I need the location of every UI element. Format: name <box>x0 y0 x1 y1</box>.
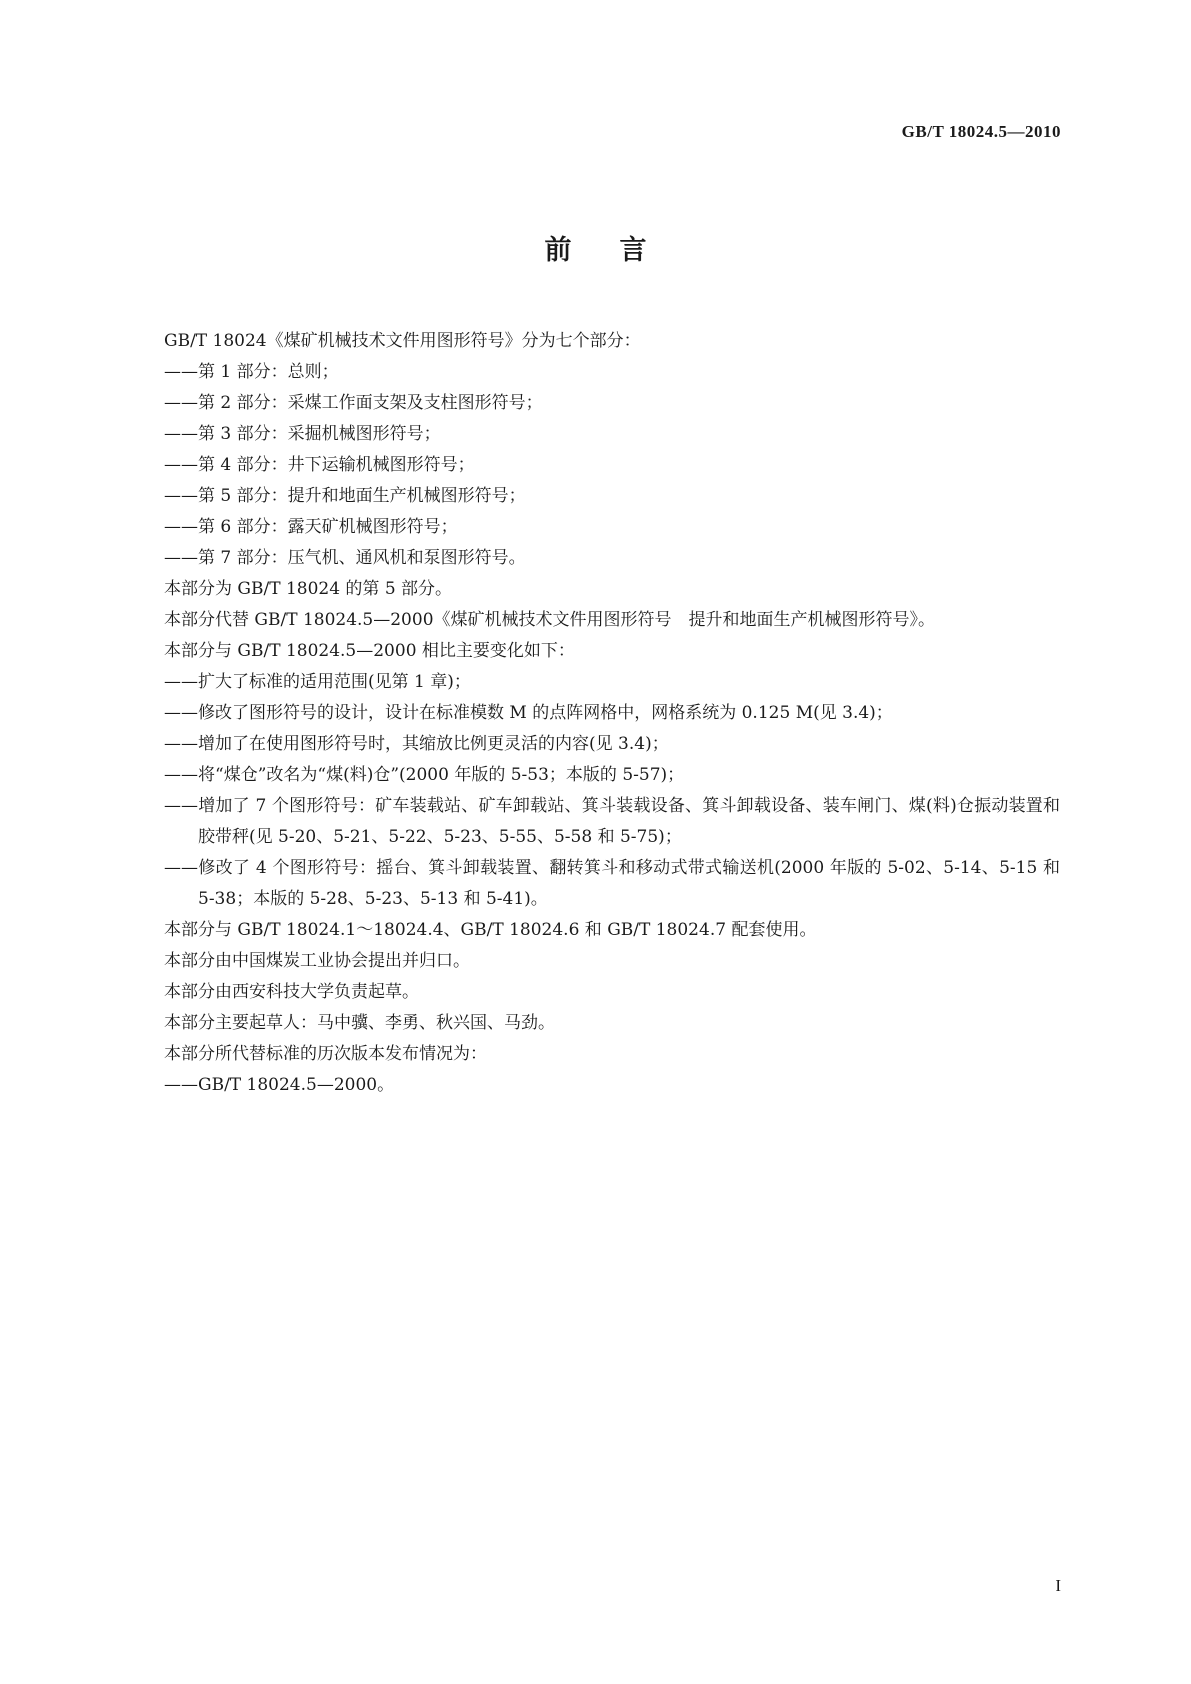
para-companion-use: 本部分与 GB/T 18024.1～18024.4、GB/T 18024.6 和 GB/T 18024.7 配套使用。 <box>164 920 817 940</box>
para-part-statement: 本部分为 GB/T 18024 的第 5 部分。 <box>164 579 453 599</box>
list-item-part-5: ——第 5 部分：提升和地面生产机械图形符号； <box>164 486 526 506</box>
para-drafting-unit: 本部分由西安科技大学负责起草。 <box>164 982 419 1002</box>
page-title: 前言 <box>544 235 695 266</box>
list-item-history-1: ——GB/T 18024.5—2000。 <box>164 1075 395 1095</box>
list-item-change-3: ——增加了在使用图形符号时，其缩放比例更灵活的内容(见 3.4)； <box>164 734 669 754</box>
list-item-change-5: ——增加了 7 个图形符号：矿车装载站、矿车卸载站、箕斗装载设备、箕斗卸载设备、装车闸门、煤(料)仓振动装置和胶带秤(见 5-20、5-21、5-22、5-23、5-55、5-58 和 5-75)； <box>164 796 1060 847</box>
list-item-part-6: ——第 6 部分：露天矿机械图形符号； <box>164 517 458 537</box>
foreword-body <box>130 326 1060 1101</box>
list-item-part-7: ——第 7 部分：压气机、通风机和泵图形符号。 <box>164 548 526 568</box>
para-intro: GB/T 18024《煤矿机械技术文件用图形符号》分为七个部分： <box>164 331 641 351</box>
list-item-change-4: ——将“煤仓”改名为“煤(料)仓”(2000 年版的 5-53；本版的 5-57)； <box>164 765 685 785</box>
list-item-change-2: ——修改了图形符号的设计，设计在标准模数 M 的点阵网格中，网格系统为 0.125 M(见 3.4)； <box>164 703 893 723</box>
list-item-part-3: ——第 3 部分：采掘机械图形符号； <box>164 424 441 444</box>
list-item-change-6: ——修改了 4 个图形符号：摇台、箕斗卸载装置、翻转箕斗和移动式带式输送机(2000 年版的 5-02、5-14、5-15 和 5-38；本版的 5-28、5-23、5-13 和 5-41)。 <box>164 858 1060 909</box>
para-replaces: 本部分代替 GB/T 18024.5—2000《煤矿机械技术文件用图形符号 提升和地面生产机械图形符号》。 <box>164 610 936 630</box>
standard-code: GB/T 18024.5—2010 <box>901 122 1061 141</box>
list-item-part-2: ——第 2 部分：采煤工作面支架及支柱图形符号； <box>164 393 543 413</box>
para-drafters: 本部分主要起草人：马中骥、李勇、秋兴国、马劲。 <box>164 1013 555 1033</box>
page-number: I <box>1055 1576 1061 1595</box>
para-history-intro: 本部分所代替标准的历次版本发布情况为： <box>164 1044 487 1064</box>
list-item-part-4: ——第 4 部分：井下运输机械图形符号； <box>164 455 475 475</box>
para-proposer: 本部分由中国煤炭工业协会提出并归口。 <box>164 951 470 971</box>
list-item-part-1: ——第 1 部分：总则； <box>164 362 339 382</box>
para-changes-intro: 本部分与 GB/T 18024.5—2000 相比主要变化如下： <box>164 641 575 661</box>
list-item-change-1: ——扩大了标准的适用范围(见第 1 章)； <box>164 672 471 692</box>
